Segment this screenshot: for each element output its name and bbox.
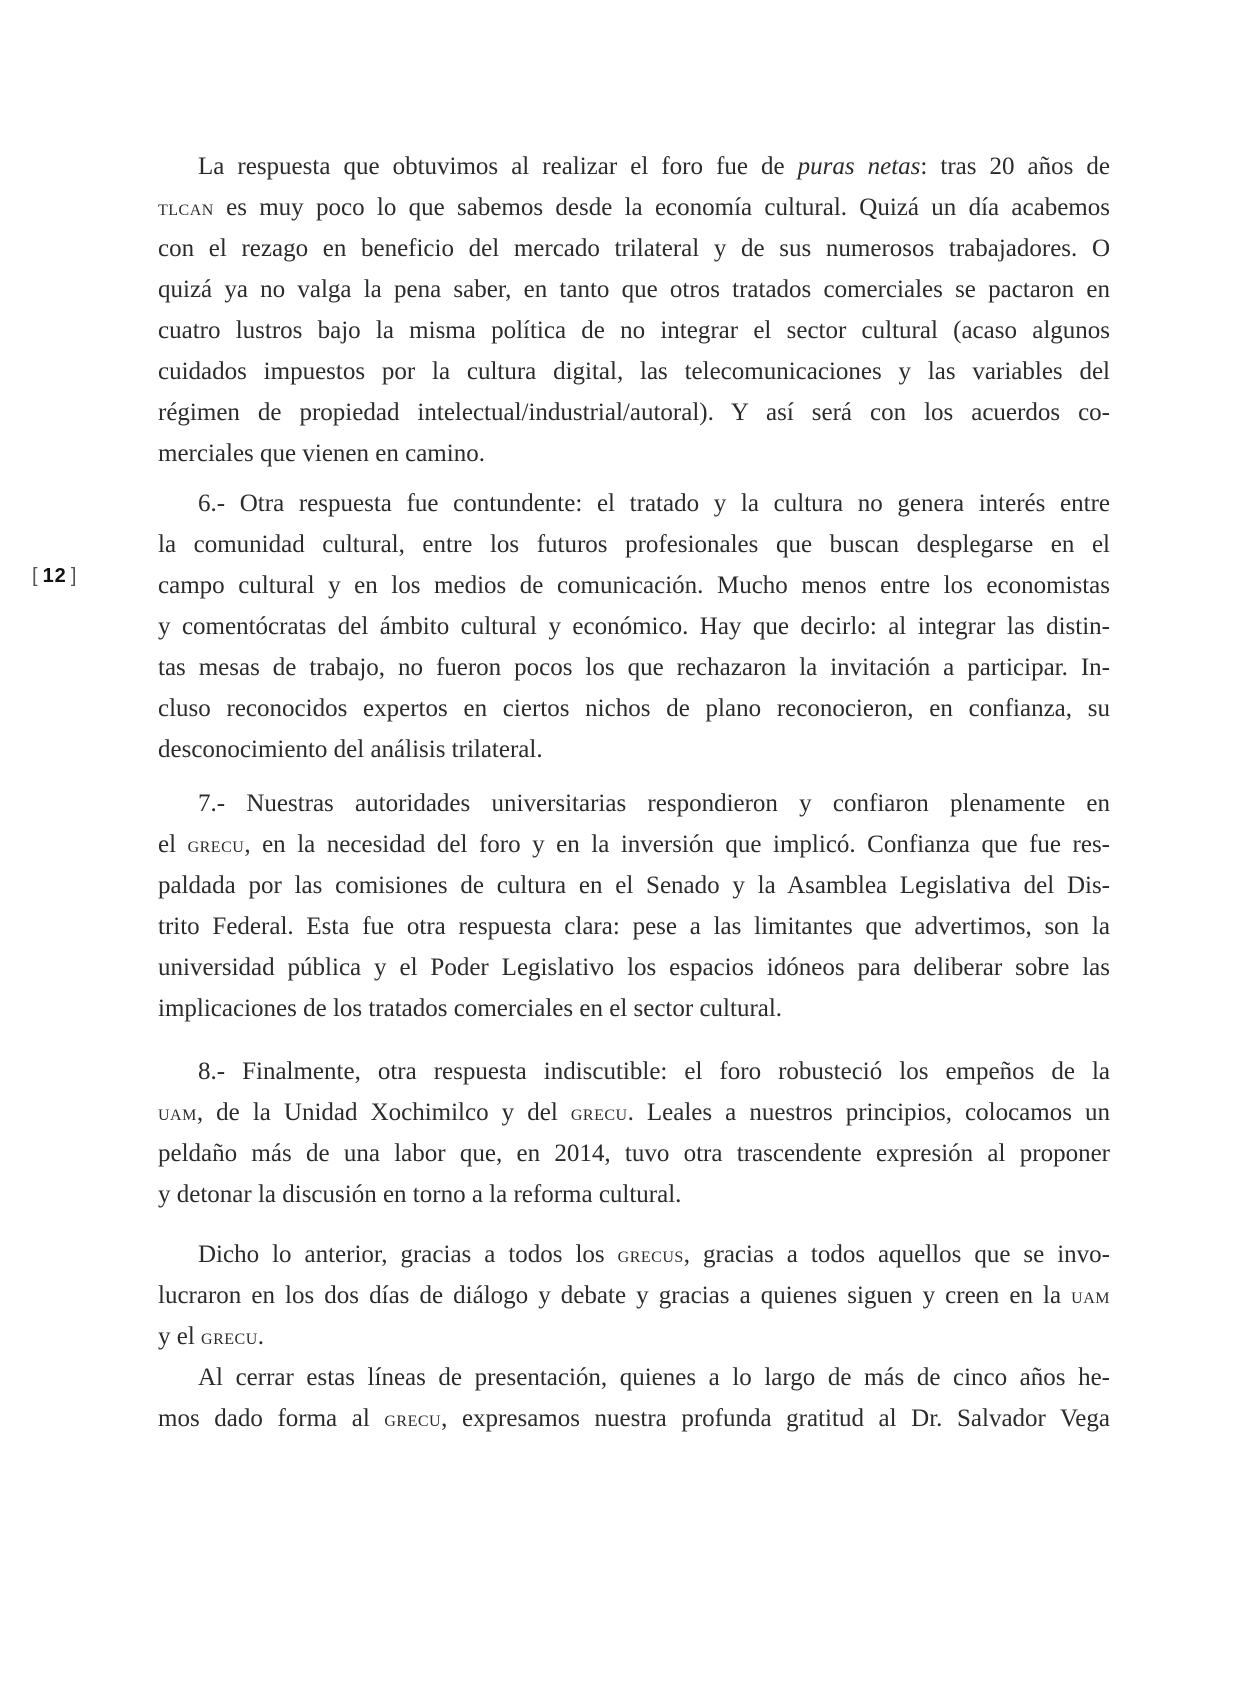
text-line: Dicho lo anterior, gracias a todos los grecus, gracias a todos aquellos que se invo- <box>198 1241 1110 1268</box>
text-line: el grecu, en la necesidad del foro y en la inversión que implicó. Confianza que fue res- <box>158 831 1110 858</box>
italic-phrase: puras netas <box>797 153 921 180</box>
acronym: grecu <box>384 1406 442 1431</box>
text-line: merciales que vienen en camino. <box>158 440 485 467</box>
acronym: grecu <box>187 832 245 857</box>
text-line: tlcan es muy poco lo que sabemos desde la economía cultural. Quizá un día acabemos <box>158 194 1110 221</box>
text-line: La respuesta que obtuvimos al realizar el foro fue de puras netas: tras 20 años de <box>198 153 1111 180</box>
acronym: grecu <box>201 1324 258 1349</box>
text-line: cluso reconocidos expertos en ciertos nichos de plano reconocieron, en confianza, su <box>158 695 1110 722</box>
folio-number: 12 <box>42 565 67 587</box>
paragraph-point-8 <box>158 1051 1110 1215</box>
text-line: universidad pública y el Poder Legislativo los espacios idóneos para deliberar sobre las <box>158 954 1110 981</box>
text-line: 6.- Otra respuesta fue contundente: el tratado y la cultura no genera interés entre <box>198 490 1110 517</box>
text-line: campo cultural y en los medios de comunicación. Mucho menos entre los economistas <box>158 572 1110 599</box>
text-line: con el rezago en beneficio del mercado trilateral y de sus numerosos trabajadores. O <box>158 235 1110 262</box>
text-line: lucraron en los dos días de diálogo y debate y gracias a quienes siguen y creen en la uam <box>158 1282 1110 1309</box>
text-line: tas mesas de trabajo, no fueron pocos los que rechazaron la invitación a participar. In- <box>158 654 1110 681</box>
text-line: paldada por las comisiones de cultura en el Senado y la Asamblea Legislativa del Dis- <box>158 872 1110 899</box>
text-line: quizá ya no valga la pena saber, en tanto que otros tratados comerciales se pactaron en <box>158 276 1110 303</box>
text-line: cuidados impuestos por la cultura digital, las telecomunicaciones y las variables del <box>158 358 1110 385</box>
text-line: la comunidad cultural, entre los futuros profesionales que buscan desplegarse en el <box>158 531 1110 558</box>
folio-bracket-open: [ <box>32 565 39 587</box>
text-line: mos dado forma al grecu, expresamos nuestra profunda gratitud al Dr. Salvador Vega <box>158 1405 1110 1432</box>
text-line: régimen de propiedad intelectual/industrial/autoral). Y así será con los acuerdos co- <box>158 399 1110 426</box>
text-line: 7.- Nuestras autoridades universitarias respondieron y confiaron plenamente en <box>198 790 1110 817</box>
paragraph-point-6 <box>158 483 1110 770</box>
paragraph-point-7 <box>158 783 1110 1029</box>
acronym: uam <box>1071 1283 1110 1308</box>
text-line: y comentócratas del ámbito cultural y económico. Hay que decirlo: al integrar las distin- <box>158 613 1110 640</box>
text-line: trito Federal. Esta fue otra respuesta clara: pese a las limitantes que advertimos, son la <box>158 913 1110 940</box>
acronym: uam <box>158 1100 197 1125</box>
paragraph-acknowledgements <box>158 1234 1110 1357</box>
acronym: tlcan <box>158 195 214 220</box>
acronym: grecus <box>617 1242 684 1267</box>
text-line: cuatro lustros bajo la misma política de no integrar el sector cultural (acaso algunos <box>158 317 1110 344</box>
page-number <box>32 565 77 588</box>
text-line: implicaciones de los tratados comerciales en el sector cultural. <box>158 995 783 1022</box>
acronym: grecu <box>570 1100 628 1125</box>
folio-bracket-close: ] <box>70 565 78 587</box>
paragraph-intro-response <box>158 146 1110 474</box>
text-line: Al cerrar estas líneas de presentación, quienes a lo largo de más de cinco años he- <box>198 1364 1110 1391</box>
text-line: y detonar la discusión en torno a la reforma cultural. <box>158 1181 682 1208</box>
text-line: peldaño más de una labor que, en 2014, tuvo otra trascendente expresión al proponer <box>158 1140 1110 1167</box>
text-line: uam, de la Unidad Xochimilco y del grecu. Leales a nuestros principios, colocamos un <box>158 1099 1110 1126</box>
text-line: 8.- Finalmente, otra respuesta indiscutible: el foro robusteció los empeños de la <box>198 1058 1110 1085</box>
paragraph-closing-gratitude <box>158 1357 1110 1439</box>
text-line: y el grecu. <box>158 1323 265 1350</box>
text-line: desconocimiento del análisis trilateral. <box>158 736 543 763</box>
